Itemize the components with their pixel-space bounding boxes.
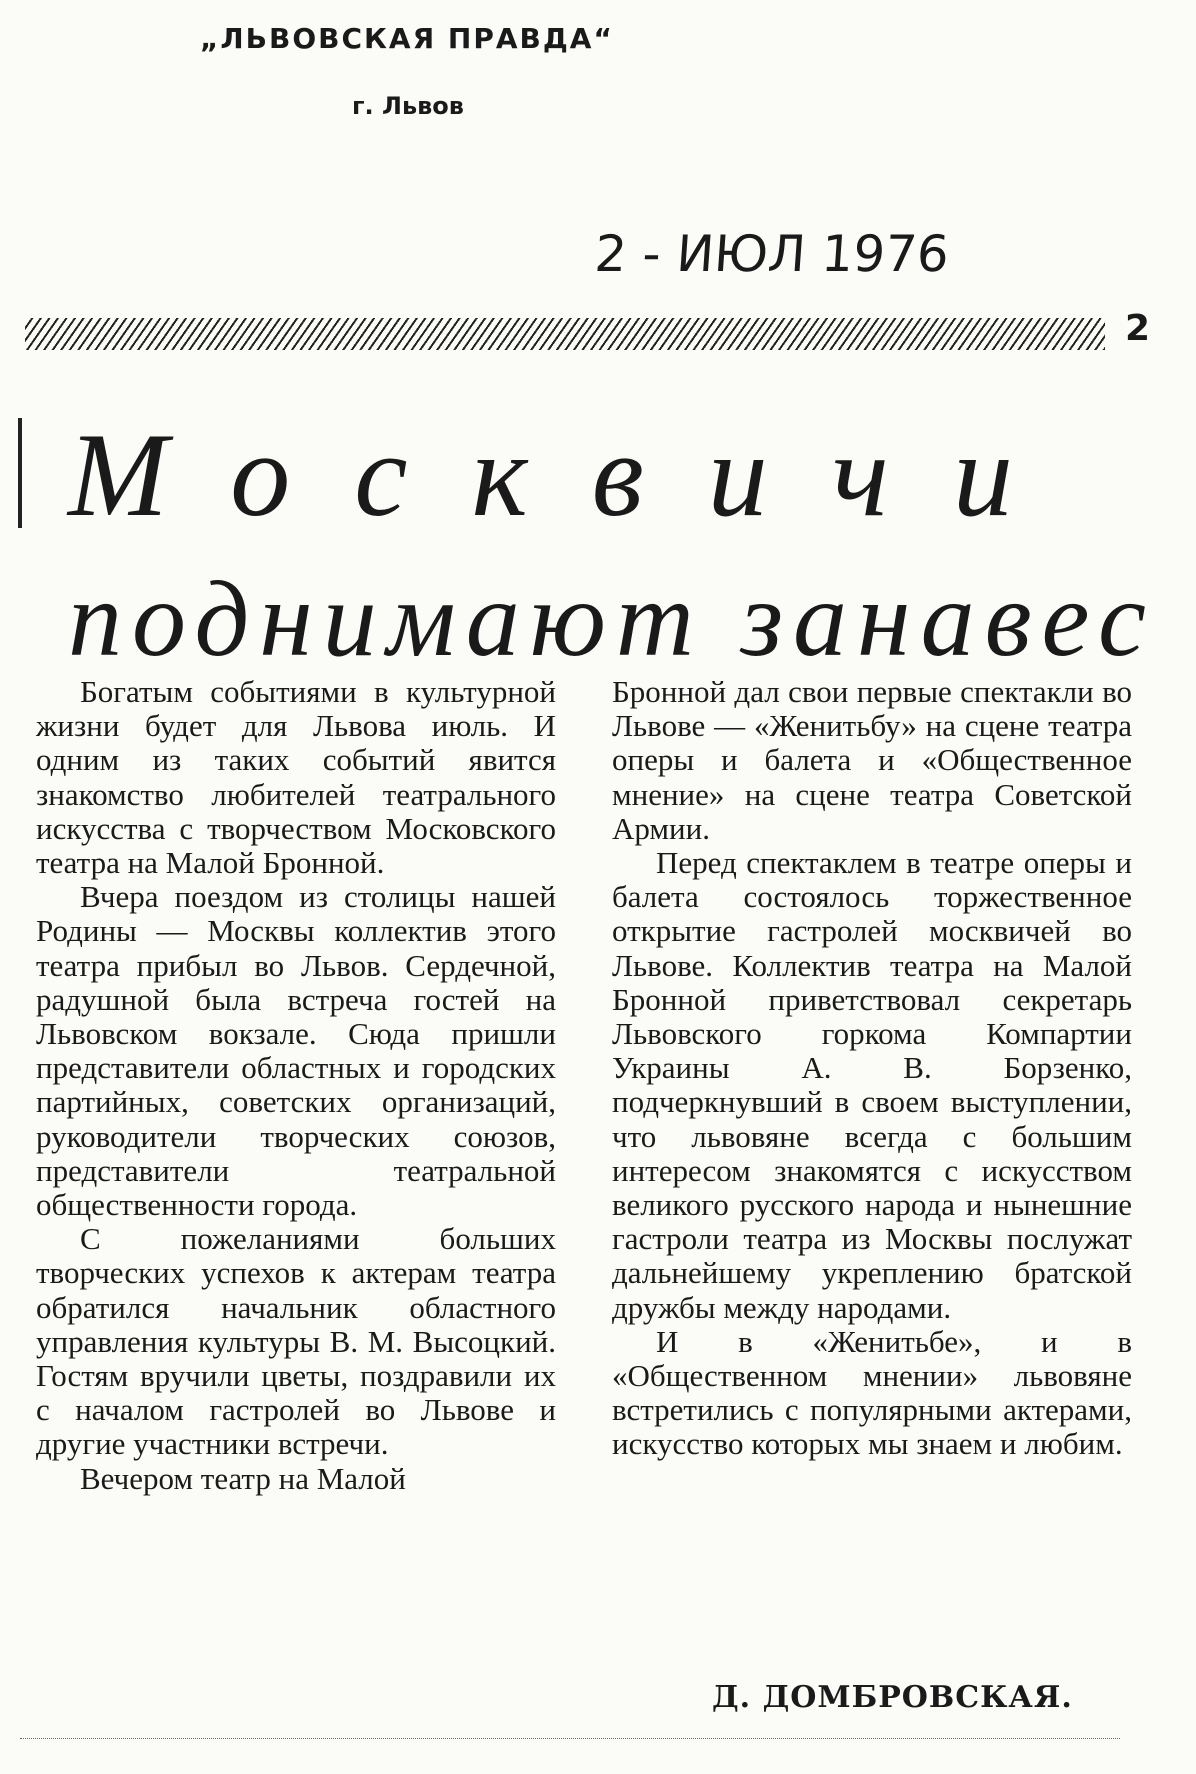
article-column-right <box>612 675 1132 1462</box>
paragraph: Богатым событиями в культурной жизни будет для Львова июль. И одним из таких событий явится знакомство любителей театрального искусства с творчеством Московского театра на Малой Бронной. <box>36 674 556 881</box>
paragraph: Перед спектаклем в театре оперы и балета состоялось торжественное открытие гастролей москвичей во Львове. Коллектив театра на Малой Бронной приветствовал секретарь Львовского горкома Компартии Украины А. В. Борзенко, подчеркнувший в своем выступлении, что львовяне всегда с большим интересом знакомятся с искусством великого русского народа и нынешние гастроли театра из Москвы послужат дальнейшему укреплению братской дружбы между народами. <box>612 845 1132 1325</box>
headline-line-2: поднимают занавес <box>68 560 1156 679</box>
paragraph: Вечером театр на Малой <box>80 1460 406 1496</box>
paragraph-continuation: Бронной дал свои первые спектакли во Львове — «Женитьбу» на сцене театра оперы и балета и «Общественное мнение» на сцене театра Советской Армии. <box>612 674 1132 846</box>
page-number: 2 <box>1125 308 1151 349</box>
paragraph: Вчера поездом из столицы нашей Родины — Москвы коллектив этого театра прибыл во Львов. Сердечной, радушной была встреча гостей на Львовском вокзале. Сюда пришли представители областных и городских партийных, советских организаций, руководители творческих союзов, представители театральной общественности города. <box>36 879 556 1223</box>
margin-bracket <box>18 418 22 528</box>
article-column-left <box>36 675 556 1496</box>
paragraph: И в «Женитьбе», и в «Общественном мнении» львовяне встретились с популярными актерами, искусство которых мы знаем и любим. <box>612 1323 1132 1462</box>
author-byline: Д. ДОМБРОВСКАЯ. <box>712 1680 1073 1715</box>
hatched-rule <box>25 318 1105 350</box>
headline-line-1: Москвичи <box>68 408 1077 541</box>
bottom-rule <box>20 1738 1120 1740</box>
city-label: г. Львов <box>352 92 464 120</box>
paragraph: С пожеланиями больших творческих успехов к актерам театра обратился начальник областного управления культуры В. М. Высоцкий. Гостям вручили цветы, поздравили их с началом гастролей во Львове и другие участники встречи. <box>36 1221 556 1462</box>
newspaper-masthead: „ЛЬВОВСКАЯ ПРАВДА“ <box>200 22 614 55</box>
date-stamp: 2 - ИЮЛ 1976 <box>592 225 951 283</box>
